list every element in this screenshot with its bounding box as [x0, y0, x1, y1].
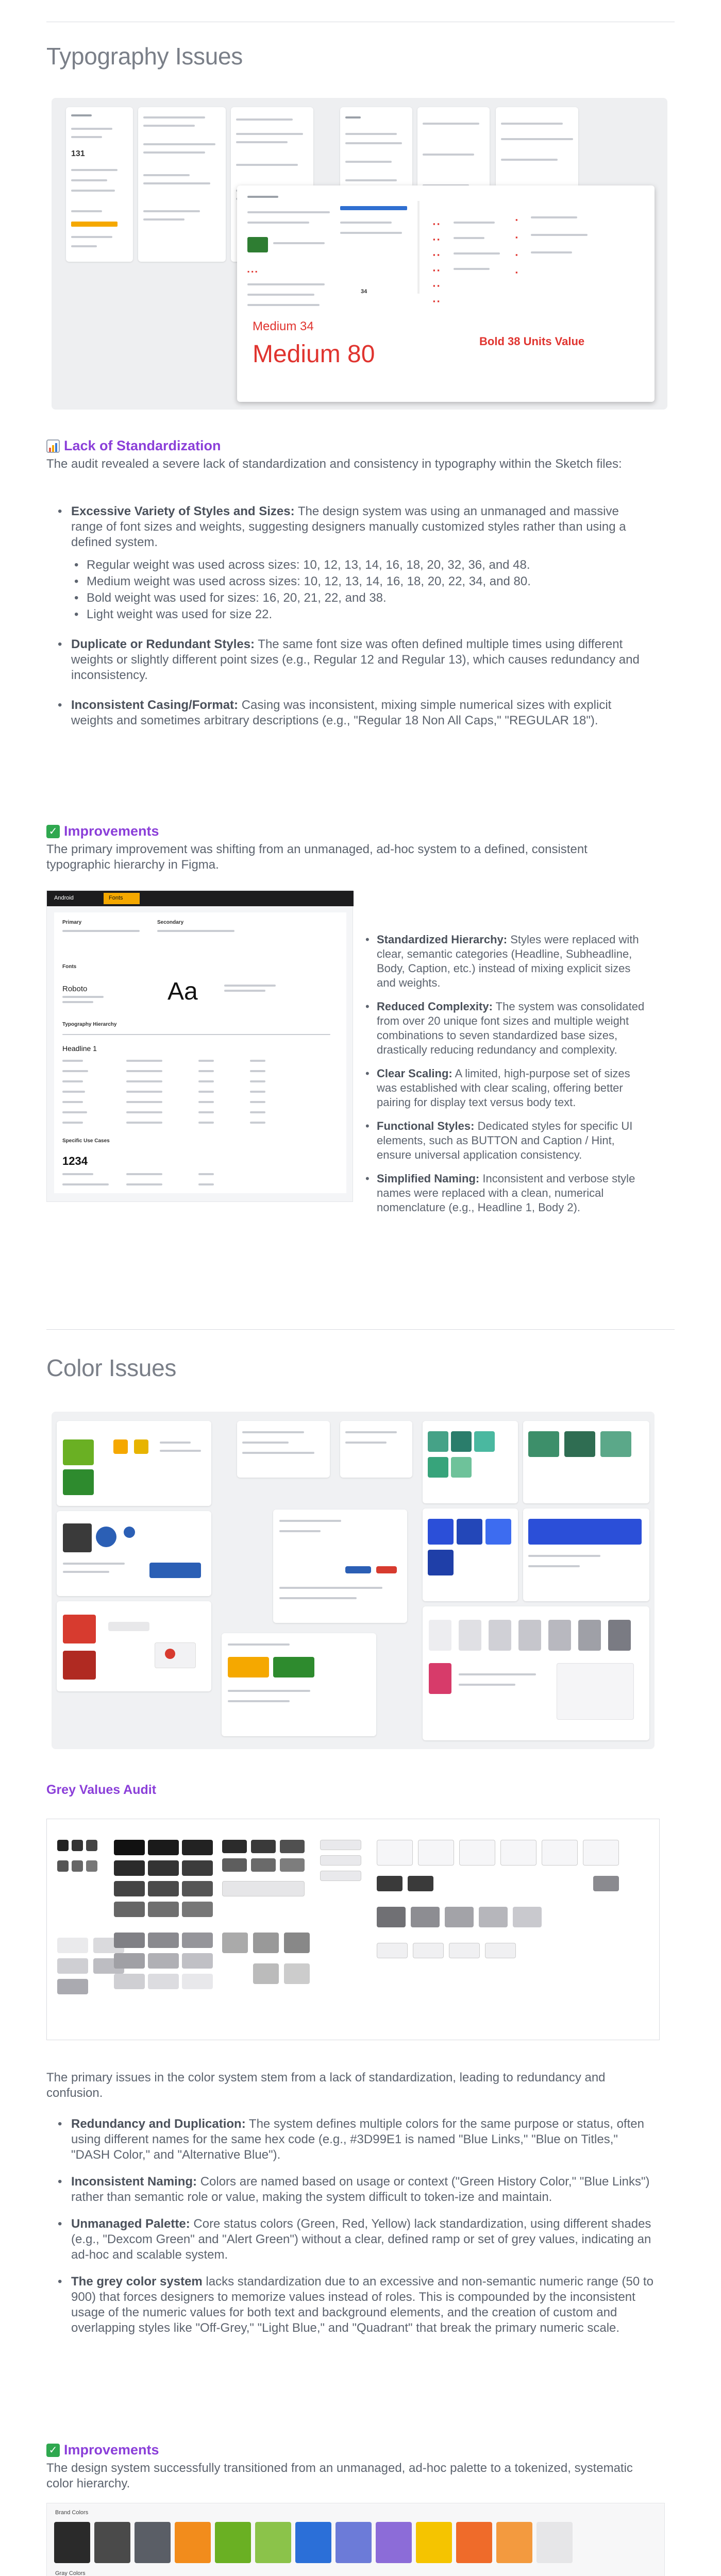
audit-card	[222, 1633, 376, 1736]
list-item: • Excessive Variety of Styles and Sizes: The design system was using an unmanaged and massive range of font sizes and weights, suggesting designers manually customized styles rather than using a defined system. • Regular weight was used across sizes: 10, 12, 13, 14, 16, 18, 20, 32, 36, and 48. • Medium weight was used across sizes: 10, 12, 13, 14, 16, 18, 20, 22, 34, and 80. • Bold weight was used for sizes: 16, 20, 21, 22, and 38. • Light weight was used for size 22.	[56, 504, 653, 622]
check-emoji-icon: ✓	[46, 2444, 60, 2457]
medium-80-sample: Medium 80	[253, 341, 375, 368]
list-item: • Simplified Naming: Inconsistent and verbose style names were replaced with a clean, numerical nomenclature (e.g., Headline 1, Body 2).	[363, 1172, 652, 1215]
list-item: • Duplicate or Redundant Styles: The same font size was often defined multiple times using different weights or slightly different point sizes (e.g., Regular 12 and Regular 13), which causes redundancy and inconsistency.	[56, 637, 653, 683]
typography-issues-list	[56, 504, 653, 740]
medium-34-sample: Medium 34	[253, 319, 314, 333]
audit-card	[340, 1421, 412, 1478]
typography-improvements-intro: The primary improvement was shifting from an unmanaged, ad-hoc system to a defined, consistent typographic hierarchy in Figma.	[46, 842, 588, 872]
audit-number: 34	[361, 289, 367, 295]
list-item: • Standardized Hierarchy: Styles were replaced with clear, semantic categories (Headline, Subheadline, Body, Caption, etc.) instead of mixing explicit sizes and weights.	[363, 933, 652, 990]
color-audit-screenshot	[52, 1412, 655, 1749]
audit-card	[523, 1509, 649, 1601]
list-item: • Reduced Complexity: The system was consolidated from over 20 unique font sizes and multiple weight combinations to seven standardized base sizes, drastically reducing redundancy and complexity.	[363, 999, 652, 1057]
list-item: • Unmanaged Palette: Core status colors (Green, Red, Yellow) lack standardization, using different shades (e.g., "Dexcom Green" and "Alert Green") without a clear, defined ramp or set of grey values, indicating an ad-hoc and scalable system.	[56, 2216, 653, 2263]
audit-card	[138, 107, 226, 262]
color-section-title: Color Issues	[46, 1354, 177, 1381]
color-improvements-heading: ✓ Improvements	[46, 2442, 159, 2458]
divider	[46, 1329, 675, 1330]
audit-card	[57, 1511, 211, 1596]
audit-card	[423, 1509, 518, 1601]
list-item: • Bold weight was used for sizes: 16, 20, 21, 22, and 38.	[71, 590, 653, 606]
figma-tab: Android	[54, 895, 74, 901]
audit-card	[523, 1421, 649, 1503]
lack-of-standardization-heading: Lack of Standardization	[46, 438, 221, 454]
palette-label: Gray Colors	[55, 2570, 86, 2576]
audit-card	[57, 1421, 211, 1506]
palette-label: Brand Colors	[55, 2510, 89, 2516]
typography-audit-screenshot	[52, 98, 667, 410]
list-item: • The grey color system lacks standardization due to an excessive and non-semantic numeric range (50 to 900) that forces designers to memorize values instead of roles. This is compounded by the inconsistent usage of the numeric values for both text and background elements, and the creation of custom and overlapping styles like "Off-Grey," "Light Blue," and "Quadrant" that break the primary numeric scale.	[56, 2274, 653, 2336]
list-item: • Inconsistent Casing/Format: Casing was inconsistent, mixing simple numerical sizes with explicit weights and sometimes arbitrary descriptions (e.g., "Regular 18 Non All Caps," "REGULAR 18").	[56, 698, 653, 728]
list-item: • Regular weight was used across sizes: 10, 12, 13, 14, 16, 18, 20, 32, 36, and 48.	[71, 557, 653, 573]
list-item: • Medium weight was used across sizes: 10, 12, 13, 14, 16, 18, 20, 22, 34, and 80.	[71, 574, 653, 589]
audit-card	[57, 1601, 211, 1691]
grey-values-audit-heading: Grey Values Audit	[46, 1783, 157, 1797]
list-item: • Inconsistent Naming: Colors are named based on usage or context ("Green History Color," "Blue Links") rather than semantic role or value, making the system difficult to token-ize and maintain.	[56, 2174, 653, 2205]
check-emoji-icon: ✓	[46, 825, 60, 838]
audit-number: 131	[71, 149, 85, 158]
figma-typography-screenshot: Android Fonts Primary Secondary Fonts Roboto Aa Typography Hierarchy Headline 1 Specific Use Cases 1234	[46, 890, 353, 1202]
grey-values-audit-screenshot	[46, 1819, 660, 2040]
aa-specimen: Aa	[167, 978, 198, 1005]
typography-section-title: Typography Issues	[46, 43, 243, 70]
audit-card	[66, 107, 133, 262]
audit-card	[423, 1421, 518, 1503]
typography-improvements-list	[363, 933, 652, 1224]
color-issues-list	[56, 2116, 653, 2347]
list-item: • Redundancy and Duplication: The system defines multiple colors for the same purpose or status, often using different names for the same hex code (e.g., #3D99E1 is named "Blue Links," "Blue on Titles," "DASH Color," and "Alternative Blue").	[56, 2116, 653, 2163]
audit-card	[423, 1606, 649, 1740]
color-improvements-intro: The design system successfully transitioned from an unmanaged, ad-hoc palette to a tokenized, systematic color hierarchy.	[46, 2461, 633, 2490]
audit-card	[273, 1510, 407, 1623]
color-issues-intro: The primary issues in the color system stem from a lack of standardization, leading to redundancy and confusion.	[46, 2071, 606, 2100]
typography-improvements-heading: ✓ Improvements	[46, 823, 159, 839]
list-item: • Functional Styles: Dedicated styles for specific UI elements, such as BUTTON and Caption / Hint, ensure universal application consistency.	[363, 1119, 652, 1162]
figma-tab: Fonts	[109, 895, 123, 901]
chart-emoji-icon	[46, 439, 60, 453]
color-palette-screenshot	[46, 2503, 665, 2576]
bold-38-sample: Bold 38 Units Value	[479, 335, 585, 348]
typography-audit-overlay: ▪ ▪ ▪ ▪ ▪ ▪ ▪ ▪ ▪ ▪ ▪ ▪ ▪ ▪ ▪ ▪ ▪ ▪ ▪ Medium 34 Medium 80 Bold 38 Units Value 34	[237, 185, 655, 402]
lack-intro: The audit revealed a severe lack of standardization and consistency in typography within the Sketch files:	[46, 457, 622, 471]
audit-card	[237, 1421, 330, 1478]
list-item: • Light weight was used for size 22.	[71, 607, 653, 622]
list-item: • Clear Scaling: A limited, high-purpose set of sizes was established with clear scaling, offering better pairing for display text versus body text.	[363, 1066, 652, 1110]
